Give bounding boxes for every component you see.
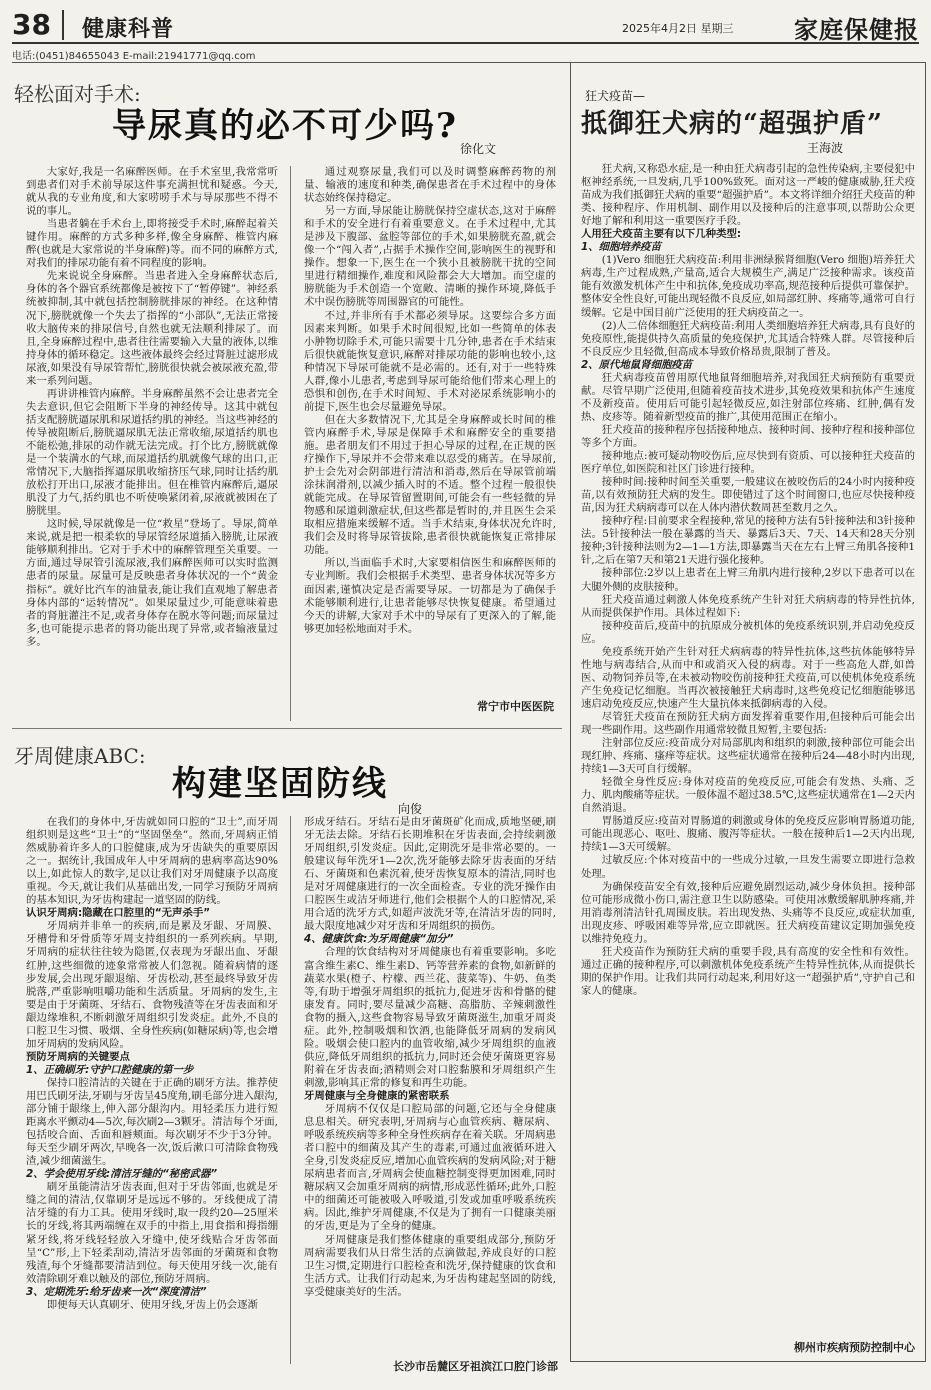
article2-column-1 <box>26 816 278 1364</box>
rabies-vaccine-box <box>570 62 926 1362</box>
paragraph: 为确保疫苗安全有效,接种后应避免剧烈运动,减少身体负担。接种部位可能形成微小伤口,需注意卫生以防感染。可使用冰敷缓解肌肿疼痛,并用消毒剂清洁针孔周围皮肤。若出现发热、头痛等不良反应,或症状加重,出现皮疹、呼吸困难等异常,应立即就医。狂犬病疫苗建议定期加强免疫以维持免疫力。 <box>581 880 915 945</box>
paragraph: 轻微全身性反应:身体对疫苗的免疫反应,可能会有发热、头痛、乏力、肌肉酸痛等症状。一般体温不超过38.5℃,这些症状通常在1—2天内自然消退。 <box>581 776 915 815</box>
paragraph: 通过观察尿量,我们可以及时调整麻醉药物的剂量、输液的速度和种类,确保患者在手术过程中的身体状态始终保持稳定。 <box>304 166 556 205</box>
article1-credit: 常宁市中医医院 <box>477 700 554 713</box>
numbered-subheading: 1、细胞培养疫苗 <box>581 241 661 254</box>
paragraph: 注射部位反应:疫苗成分对局部肌肉和组织的刺激,接种部位可能会出现红肿、疼痛、瘙痒等症状。这些症状通常在接种后24—48小时内出现,持续1—3天可自行缓解。 <box>581 737 915 776</box>
article3-title: 抵御狂犬病的“超强护盾” <box>581 109 883 139</box>
article2-kicker: 牙周健康ABC: <box>14 744 146 768</box>
numbered-subheading: 2、学会使用牙线:清洁牙缝的“秘密武器” <box>26 1168 218 1181</box>
paragraph: 狂犬病毒疫苗曾用原代地鼠肾细胞培养,对我国狂犬病预防有重要贡献。尽管早期广泛使用,但随着疫苗技术进步,其免疫效果和抗体产生速度不及新疫苗。使用后可能引起轻微反应,如注射部位疼痛、红肿,偶有发热、皮疹等。随着新型疫苗的推广,其使用范围正在缩小。 <box>581 371 915 423</box>
paragraph: 先来说说全身麻醉。当患者进入全身麻醉状态后,身体的各个器官系统都像是被按下了“暂停键”。神经系统被抑制,其中就包括控制膀胱排尿的神经。在这种情况下,膀胱就像一个失去了指挥的“小部队”,无法正常接收大脑传来的排尿信号,自然也就无法顺利排尿了。而且,全身麻醉过程中,患者往往需要输入大量的液体,以维持身体的循环稳定。这些液体最终会经过肾脏过滤形成尿液,如果没有导尿管帮忙,膀胱很快就会被尿液充盈,带来一系列问题。 <box>26 270 278 387</box>
paragraph: (2)人二倍体细胞狂犬病疫苗:利用人类细胞培养狂犬病毒,具有良好的免疫原性,能提供持久高质量的免疫保护,尤其适合特殊人群。尽管接种后不良反应少且轻微,但高成本导致价格昂贵,限制了普及。 <box>581 319 915 358</box>
article2-column-2 <box>304 816 556 1352</box>
paragraph: 接种疗程:目前要求全程接种,常见的接种方法有5针接种法和3针接种法。5针接种法一般在暴露的当天、暴露后3天、7天、14天和28天分别接种;3针接种法则为2—1—1方法,即暴露当天在左右上臂三角肌各接种1针,之后在第7天和第21天进行强化接种。 <box>581 515 915 567</box>
article1-column-2 <box>304 166 556 694</box>
paragraph: 牙周病并非单一的疾病,而是累及牙龈、牙周膜、牙槽骨和牙骨质等牙周支持组织的一系列疾病。早期,牙周病的症状往往较为隐匿,仅表现为牙龈出血、牙龈红肿,这些细微的迹象常常被人们忽视。随着病情的逐步发展,会出现牙龈退缩、牙齿松动,甚至最终导致牙齿脱落,严重影响咀嚼功能和生活质量。牙周病的发生,主要是由于牙菌斑、牙结石、食物残渣等在牙齿表面和牙龈边缘堆积,不断刺激牙周组织引发炎症。此外,不良的口腔卫生习惯、吸烟、全身性疾病(如糖尿病)等,也会增加牙周病的发病风险。 <box>26 920 278 1050</box>
paragraph: 另一方面,导尿能让膀胱保持空虚状态,这对于麻醉和手术的安全进行有着重要意义。在手术过程中,尤其是涉及下腹部、盆腔等部位的手术,如果膀胱充盈,就会像一个“闯入者”,占据手术操作空间,影响医生的视野和操作。想象一下,医生在一个狭小且被膀胱干扰的空间里进行精细操作,难度和风险都会大大增加。而空虚的膀胱能为手术创造一个宽敞、清晰的操作环境,降低手术中误伤膀胱等周围器官的可能性。 <box>304 205 556 309</box>
subheading: 认识牙周病:隐藏在口腔里的“无声杀手” <box>26 907 211 920</box>
article3-author: 王海波 <box>806 141 843 155</box>
paragraph: 牙周病不仅仅是口腔局部的问题,它还与全身健康息息相关。研究表明,牙周病与心血管疾病、糖尿病、呼吸系统疾病等多种全身性疾病存在着关联。牙周病患者口腔中的细菌及其产生的毒素,可通过血液循环进入全身,引发炎症反应,增加心血管疾病的发病风险;对于糖尿病患者而言,牙周病会使血糖控制变得更加困难,同时糖尿病又会加重牙周病的病情,形成恶性循环;此外,口腔中的细菌还可能被吸入呼吸道,引发或加重呼吸系统疾病。因此,维护牙周健康,不仅是为了拥有一口健康美丽的牙齿,更是为了全身的健康。 <box>304 1103 556 1233</box>
paragraph: 狂犬疫苗通过刺激人体免疫系统产生针对狂犬病病毒的特异性抗体,从而提供保护作用。具体过程如下: <box>581 593 915 619</box>
paragraph: 牙周健康是我们整体健康的重要组成部分,预防牙周病需要我们从日常生活的点滴做起,养成良好的口腔卫生习惯,定期进行口腔检查和洗牙,保持健康的饮食和生活方式。让我们行动起来,为牙齿构建起坚固的防线,享受健康美好的生活。 <box>304 1233 556 1298</box>
masthead-divider <box>62 10 64 40</box>
paragraph: 大家好,我是一名麻醉医师。在手术室里,我常常听到患者们对手术前导尿这件事充满担忧和疑惑。今天,就从我的专业角度,和大家唠唠手术与导尿那些不得不说的事儿。 <box>26 166 278 218</box>
paragraph: 刷牙虽能清洁牙齿表面,但对于牙齿邻面,也就是牙缝之间的清洁,仅靠刷牙是远远不够的。牙线便成了清洁牙缝的有力工具。使用牙线时,取一段约20—25厘米长的牙线,将其两端缠在双手的中指上,用食指和拇指绷紧牙线,将牙线轻轻放入牙缝中,使牙线贴合牙齿邻面呈“C”形,上下轻柔刮动,清洁牙齿邻面的牙菌斑和食物残渣,每个牙缝都要清洁到位。每天使用牙线一次,能有效清除刷牙难以触及的部位,预防牙周病。 <box>26 1181 278 1285</box>
paragraph: 合理的饮食结构对牙周健康也有着重要影响。多吃富含维生素C、维生素D、钙等营养素的食物,如新鲜的蔬菜水果(橙子、柠檬、西兰花、菠菜等)、牛奶、鱼类等,有助于增强牙周组织的抵抗力,促进牙齿和骨骼的健康发育。同时,要尽量减少高糖、高脂肪、辛辣刺激性食物的摄入,这些食物容易导致牙菌斑滋生,加重牙周炎症。此外,控制吸烟和饮酒,也能降低牙周病的发病风险。吸烟会使口腔内的血管收缩,减少牙周组织的血液供应,降低牙周组织的抵抗力,同时还会使牙菌斑更容易附着在牙齿表面;酒精则会对口腔黏膜和牙周组织产生刺激,影响其正常的修复和再生功能。 <box>304 946 556 1089</box>
article3-credit: 柳州市疾病预防控制中心 <box>794 1341 915 1354</box>
subheading: 牙周健康与全身健康的紧密联系 <box>304 1089 450 1102</box>
issue-date: 2025年4月2日 星期三 <box>622 22 734 35</box>
paragraph: (1)Vero 细胞狂犬病疫苗:利用非洲绿猴肾细胞(Vero 细胞)培养狂犬病毒,生产过程成熟,产量高,适合大规模生产,满足广泛接种需求。该疫苗能有效激发机体产生中和抗体,免疫成功率高,规范接种后提供可靠保护。整体安全性良好,可能出现轻微不良反应,如局部红肿、疼痛等,通常可自行缓解。它是中国目前广泛使用的狂犬病疫苗之一。 <box>581 254 915 319</box>
paragraph: 接种疫苗后,疫苗中的抗原成分被机体的免疫系统识别,并启动免疫反应。 <box>581 619 915 645</box>
numbered-subheading: 3、定期洗牙:给牙齿来一次“深度清洁” <box>26 1285 207 1298</box>
paragraph: 狂犬疫苗的接种程序包括接种地点、接种时间、接种疗程和接种部位等多个方面。 <box>581 423 915 449</box>
paragraph: 狂犬疫苗作为预防狂犬病的重要手段,具有高度的安全性和有效性。通过正确的接种程序,可以刺激机体免疫系统产生特异性抗体,从而提供长期的保护作用。让我们共同行动起来,利用好这一“超强护盾”,守护自己和家人的健康。 <box>581 945 915 997</box>
section-name: 健康科普 <box>82 16 175 42</box>
paragraph: 在我们的身体中,牙齿就如同口腔的“卫士”,而牙周组织则是这些“卫士”的“坚固堡垒”。然而,牙周病正悄然威胁着许多人的口腔健康,成为牙齿缺失的重要原因之一。据统计,我国成年人中牙周病的患病率高达90%以上,如此惊人的数字,足以让我们对牙周健康予以高度重视。今天,就让我们从基础出发,一同学习预防牙周病的基本知识,为牙齿构建起一道坚固的防线。 <box>26 816 278 907</box>
column-divider <box>290 166 291 721</box>
paragraph: 但在大多数情况下,尤其是全身麻醉或长时间的椎管内麻醉手术,导尿是保障手术和麻醉安全的重要措施。患者朋友们不用过于担心导尿的过程,在正规的医疗操作下,导尿并不会带来难以忍受的痛苦。在导尿前,护士会先对会阴部进行清洁和消毒,然后在导尿管前端涂抹润滑剂,以减少插入时的不适。整个过程一般很快就能完成。在导尿管留置期间,可能会有一些轻微的异物感和尿道刺激症状,但这些都是暂时的,并且医生会采取相应措施来缓解不适。当手术结束,身体状况允许时,我们会及时将导尿管拔除,患者很快就能恢复正常排尿功能。 <box>304 413 556 557</box>
paragraph: 形成牙结石。牙结石是由牙菌斑矿化而成,质地坚硬,刷牙无法去除。牙结石长期堆积在牙齿表面,会持续刺激牙周组织,引发炎症。因此,定期洗牙是非常必要的。一般建议每年洗牙1—2次,洗牙能够去除牙齿表面的牙结石、牙菌斑和色素沉着,使牙齿恢复原本的清洁,同时也是对牙周健康进行的一次全面检查。专业的洗牙操作由口腔医生或洁牙师进行,他们会根据个人的口腔情况,采用合适的洗牙方式,如超声波洗牙等,在清洁牙齿的同时,最大限度地减少对牙齿和牙周组织的损伤。 <box>304 816 556 933</box>
paragraph: 保持口腔清洁的关键在于正确的刷牙方法。推荐使用巴氏刷牙法,牙刷与牙齿呈45度角,刷毛部分进入龈沟,部分铺于龈缘上,伸入部分龈沟内。用轻柔压力进行短距离水平颤动4—5次,每次刷2—3颗牙。清洁每个牙面,包括咬合面、舌面和唇颊面。每次刷牙不少于3分钟。每天至少刷牙两次,早晚各一次,饭后漱口可清除食物残渣,减少细菌滋生。 <box>26 1076 278 1168</box>
page-number: 38 <box>12 8 51 41</box>
paragraph: 即便每天认真刷牙、使用牙线,牙齿上仍会逐渐 <box>46 1298 258 1311</box>
subheading: 预防牙周病的关键要点 <box>26 1050 130 1063</box>
paragraph: 当患者躺在手术台上,即将接受手术时,麻醉起着关键作用。麻醉的方式多种多样,像全身麻醉、椎管内麻醉(也就是大家常说的半身麻醉)等。而不同的麻醉方式,对我们的排尿功能有着不同程度的影响。 <box>26 218 278 270</box>
numbered-subheading: 1、正确刷牙:守护口腔健康的第一步 <box>26 1063 194 1076</box>
article1-author: 徐化文 <box>460 142 497 156</box>
article1-title: 导尿真的必不可少吗? <box>112 106 458 146</box>
column-divider <box>290 816 291 1364</box>
article2-credit: 长沙市岳麓区牙祖滨江口腔门诊部 <box>393 1360 558 1373</box>
numbered-subheading: 4、健康饮食:为牙周健康“加分” <box>304 933 454 946</box>
newspaper-name: 家庭保健报 <box>794 15 919 44</box>
paragraph: 过敏反应:个体对疫苗中的一些成分过敏,一旦发生需要立即进行急救处理。 <box>581 854 915 880</box>
section-rule <box>12 728 562 729</box>
paragraph: 狂犬病,又称恐水症,是一种由狂犬病毒引起的急性传染病,主要侵犯中枢神经系统,一旦发病,几乎100%致死。面对这一严峻的健康威胁,狂犬疫苗成为我们抵御狂犬病的重要“超强护盾”。本文将详细介绍狂犬疫苗的种类、接种程序、作用机制、副作用以及接种后的注意事项,以帮助公众更好地了解和利用这一重要医疗手段。 <box>581 163 915 228</box>
article1-column-1 <box>26 166 278 721</box>
paragraph: 接种部位:2岁以上患者在上臂三角肌内进行接种,2岁以下患者可以在大腿外侧的皮肤接种。 <box>581 567 915 593</box>
article3-body <box>581 163 915 1331</box>
article1-kicker: 轻松面对手术: <box>14 82 141 106</box>
paragraph: 所以,当面临手术时,大家要相信医生和麻醉医师的专业判断。我们会根据手术类型、患者身体状况等多方面因素,谨慎决定是否需要导尿。一切都是为了确保手术能够顺利进行,让患者能够尽快恢复健康。希望通过今天的讲解,大家对手术中的导尿有了更深入的了解,能够更加轻松地面对手术。 <box>304 557 556 635</box>
paragraph: 这时候,导尿就像是一位“救星”登场了。导尿,简单来说,就是把一根柔软的导尿管经尿道插入膀胱,让尿液能够顺利排出。它对于手术中的麻醉管理至关重要。一方面,通过导尿管引流尿液,我们麻醉医师可以实时监测患者的尿量。尿量可是反映患者身体状况的一个“黄金指标”。就好比汽车的油量表,能让我们直观地了解患者身体内部的“运转情况”。如果尿量过少,可能意味着患者的肾脏灌注不足,或者身体存在脱水等问题;而尿量过多,也可能提示患者的肾功能出现了异常,或者输液量过多。 <box>26 518 278 648</box>
article2-title: 构建坚固防线 <box>172 764 388 804</box>
paragraph: 免疫系统开始产生针对狂犬病病毒的特异性抗体,这些抗体能够特异性地与病毒结合,从而中和或消灭入侵的病毒。对于一些高危人群,如兽医、动物饲养员等,在未被动物咬伤前接种狂犬疫苗,可以使机体免疫系统产生免疫记忆细胞。当再次被接触狂犬病毒时,这些免疫记忆细胞能够迅速启动免疫反应,快速产生大量抗体来抵御病毒的入侵。 <box>581 645 915 710</box>
contact-line: 电话:(0451)84655043 E-mail:21941771@qq.com <box>12 51 256 62</box>
paragraph: 再讲讲椎管内麻醉。半身麻醉虽然不会让患者完全失去意识,但它会阻断下半身的神经传导。这其中就包括支配膀胱逼尿肌和尿道括约肌的神经。当这些神经的传导被阻断后,膀胱逼尿肌无法正常收缩,尿道括约肌也不能松弛,排尿的动作就无法完成。打个比方,膀胱就像是一个装满水的气球,而尿道括约肌就像气球的出口,正常情况下,大脑指挥逼尿肌收缩挤压气球,同时让括约肌放松打开出口,尿液才能排出。但在椎管内麻醉后,逼尿肌没了力气,括约肌也不听使唤紧闭着,尿液就被困在了膀胱里。 <box>26 387 278 518</box>
paragraph: 接种时间:接种时间至关重要,一般建议在被咬伤后的24小时内接种疫苗,以有效预防狂犬病的发生。即使错过了这个时间窗口,也应尽快接种疫苗,因为狂犬病病毒可以在人体内潜伏数周甚至数月之久。 <box>581 476 915 515</box>
paragraph: 胃肠道反应:疫苗对胃肠道的刺激或身体的免疫反应影响胃肠道功能,可能出现恶心、呕吐、腹痛、腹泻等症状。一般在接种后1—2天内出现,持续1—3天可缓解。 <box>581 815 915 854</box>
article3-kicker: 狂犬疫苗— <box>585 89 646 103</box>
subheading: 人用狂犬疫苗主要有以下几种类型: <box>581 228 742 241</box>
paragraph: 不过,并非所有手术都必须导尿。这要综合多方面因素来判断。如果手术时间很短,比如一些简单的体表小肿物切除手术,可能只需要十几分钟,患者在手术结束后很快就能恢复意识,麻醉对排尿功能的影响也较小,这种情况下导尿可能就不是必需的。还有,对于一些特殊人群,像小儿患者,考虑到导尿可能给他们带来心理上的恐惧和创伤,在手术时间短、手术对泌尿系统影响小的前提下,医生也会尽量避免导尿。 <box>304 309 556 413</box>
paragraph: 接种地点:被可疑动物咬伤后,应尽快到有资质、可以接种狂犬疫苗的医疗单位,如医院和社区门诊进行接种。 <box>581 450 915 476</box>
masthead <box>12 8 919 44</box>
paragraph: 尽管狂犬疫苗在预防狂犬病方面发挥着重要作用,但接种后可能会出现一些副作用。这些副作用通常较微且短暂,主要包括: <box>581 710 915 737</box>
article2-author: 向俊 <box>398 802 423 816</box>
numbered-subheading: 2、原代地鼠肾细胞疫苗 <box>581 358 693 371</box>
